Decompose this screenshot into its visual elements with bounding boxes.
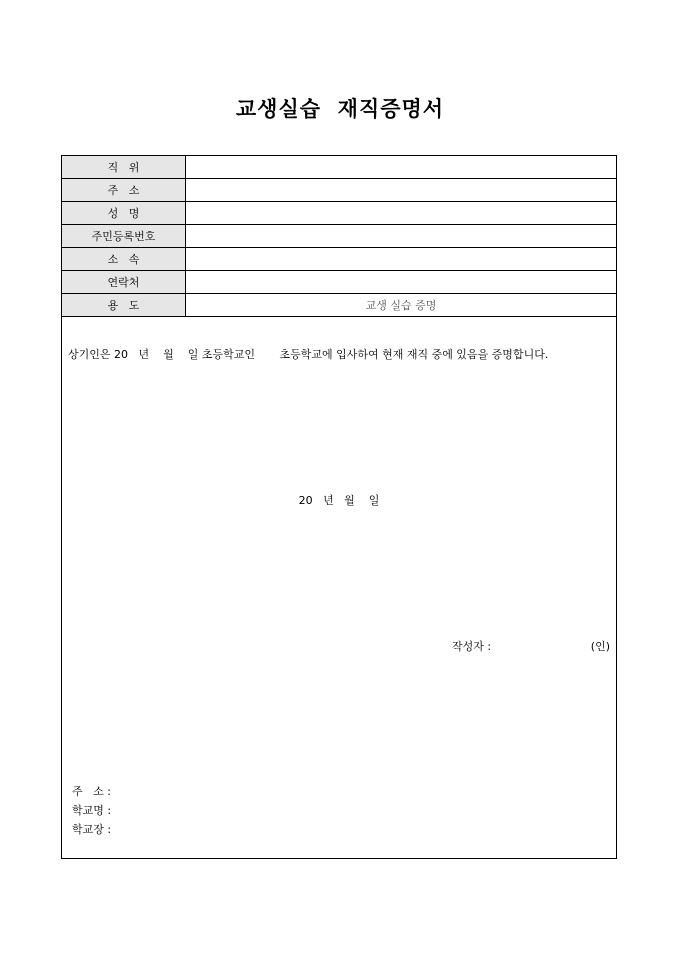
principal-label: 학교장 : — [72, 823, 112, 836]
contact-field[interactable] — [186, 271, 617, 294]
table-row — [62, 294, 616, 317]
table-row — [62, 202, 616, 225]
document-title: 교생실습 재직증명서 — [235, 97, 445, 121]
certificate-frame — [61, 155, 617, 859]
table-row — [62, 271, 616, 294]
info-table — [62, 156, 616, 317]
resident-number-label: 주민등록번호 — [62, 225, 186, 248]
table-row — [62, 179, 616, 202]
table-row — [62, 225, 616, 248]
table-row — [62, 156, 616, 179]
name-field[interactable] — [186, 202, 617, 225]
affiliation-label: 소 속 — [62, 248, 186, 271]
writer-label: 작성자 : — [452, 640, 492, 653]
address-label: 주 소 — [62, 179, 186, 202]
school-address-label: 주 소 : — [72, 785, 111, 798]
purpose-label: 용 도 — [62, 294, 186, 317]
contact-label: 연락처 — [62, 271, 186, 294]
certification-statement: 상기인은 20 년 월 일 초등학교인 초등학교에 입사하여 현재 재직 중에 있음을 증명합니다. — [68, 348, 549, 361]
certificate-date: 20 년 월 일 — [298, 494, 380, 507]
resident-number-field[interactable] — [186, 225, 617, 248]
table-row — [62, 248, 616, 271]
position-field[interactable] — [186, 156, 617, 179]
purpose-field[interactable]: 교생 실습 증명 — [186, 294, 617, 317]
affiliation-field[interactable] — [186, 248, 617, 271]
address-field[interactable] — [186, 179, 617, 202]
name-label: 성 명 — [62, 202, 186, 225]
seal-mark: (인) — [590, 640, 610, 653]
position-label: 직 위 — [62, 156, 186, 179]
school-name-label: 학교명 : — [72, 804, 112, 817]
